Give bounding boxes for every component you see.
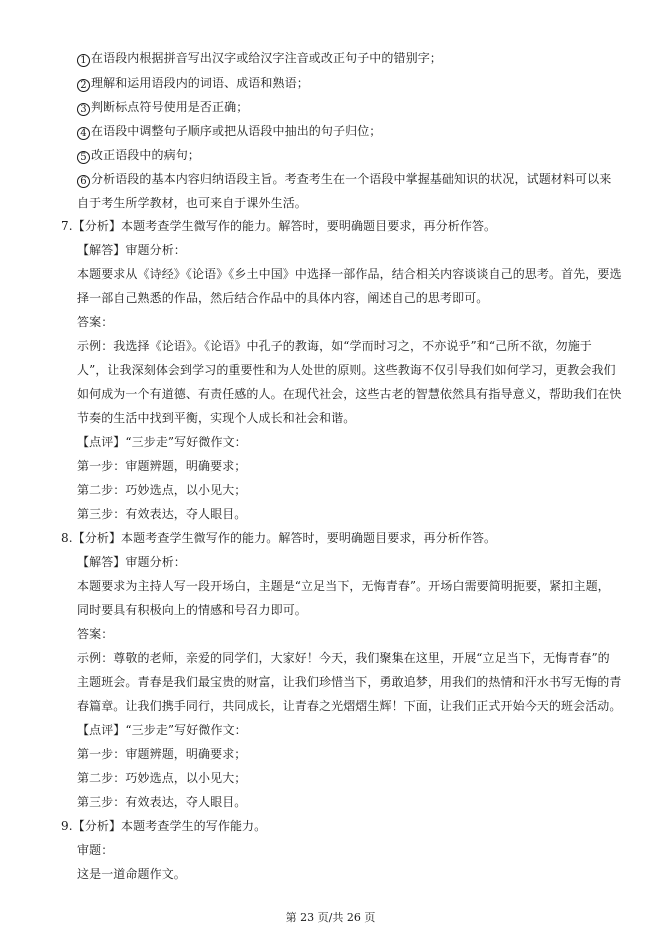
- list-item: [77, 75, 309, 92]
- step-line: 第三步：有效表达，夺人眼目。: [77, 507, 247, 521]
- paragraph-line: 同时要具有积极向上的情感和号召力即可。: [77, 603, 307, 617]
- list-item: [77, 99, 248, 116]
- paragraph-line: 本题要求从《诗经》《论语》《乡土中国》中选择一部作品，结合相关内容谈谈自己的思考。首先，要选: [77, 267, 622, 281]
- paragraph-line: 如何成为一个有道德、有责任感的人。在现代社会，这些古老的智慧依然具有指导意义，帮助我们在快: [77, 387, 622, 401]
- comment-heading: 【点评】“三步走”写好微作文：: [77, 723, 247, 737]
- step-line: 第一步：审题辨题，明确要求；: [77, 459, 247, 473]
- page-number-footer: 第 23 页/共 26 页: [285, 911, 376, 924]
- analysis-text: 【分析】本题考查学生微写作的能力。解答时，要明确题目要求，再分析作答。: [72, 531, 497, 545]
- question-7-analysis: [61, 218, 496, 234]
- step-line: 第三步：有效表达，夺人眼目。: [77, 795, 247, 809]
- list-item-text: 分析语段的基本内容归纳语段主旨。考查考生在一个语段中掌握基础知识的状况，试题材料可以来: [91, 172, 612, 186]
- question-number: 8.: [61, 531, 73, 545]
- circled-number: 2: [77, 79, 90, 92]
- step-line: 第二步：巧妙选点，以小见大；: [77, 771, 247, 785]
- list-item-text: 判断标点符号使用是否正确；: [91, 100, 249, 114]
- paragraph-line: 择一部自己熟悉的作品，然后结合作品中的具体内容，阐述自己的思考即可。: [77, 291, 489, 305]
- question-8-analysis: [61, 530, 496, 546]
- paragraph-line: 主题班会。青春是我们最宝贵的财富，让我们珍惜当下，勇敢追梦，用我们的热情和汗水书写无悔的青: [77, 675, 622, 689]
- paragraph-line: 这是一道命题作文。: [77, 867, 186, 881]
- circled-number: 5: [77, 151, 90, 164]
- paragraph-line: 示例：我选择《论语》。《论语》中孔子的教诲，如“学而时习之，不亦说乎”和“己所不欲，勿施于: [77, 339, 592, 353]
- paragraph-line: 节奏的生活中找到平衡，实现个人成长和社会和谐。: [77, 411, 356, 425]
- circled-number: 4: [77, 127, 90, 140]
- list-item-text: 在语段内根据拼音写出汉字或给汉字注音或改正句子中的错别字；: [91, 51, 442, 65]
- analysis-text: 【分析】本题考查学生微写作的能力。解答时，要明确题目要求，再分析作答。: [72, 219, 497, 233]
- comment-heading: 【点评】“三步走”写好微作文：: [77, 435, 247, 449]
- circled-number: 3: [77, 103, 90, 116]
- answer-heading: 【解答】审题分析：: [77, 555, 186, 569]
- list-item: [77, 147, 200, 164]
- answer-heading: 【解答】审题分析：: [77, 243, 186, 257]
- answer-label: 答案：: [77, 627, 114, 641]
- question-number: 7.: [61, 219, 73, 233]
- answer-label: 答案：: [77, 315, 114, 329]
- paragraph-line: 春篇章。让我们携手同行，共同成长，让青春之光熠熠生辉！下面，让我们正式开始今天的班会活动。: [77, 699, 622, 713]
- question-number: 9.: [61, 819, 73, 833]
- list-item-text: 改正语段中的病句；: [91, 148, 200, 162]
- paragraph-line: 示例：尊敬的老师，亲爱的同学们，大家好！今天，我们聚集在这里，开展“立足当下，无悔青春”的: [77, 651, 610, 665]
- analysis-text: 【分析】本题考查学生的写作能力。: [72, 819, 267, 833]
- paragraph-line: 本题要求为主持人写一段开场白，主题是“立足当下，无悔青春”。开场白需要简明扼要，紧扣主题，: [77, 579, 610, 593]
- step-line: 第一步：审题辨题，明确要求；: [77, 747, 247, 761]
- list-item-continuation: 自于考生所学教材，也可来自于课外生活。: [77, 196, 307, 210]
- step-line: 第二步：巧妙选点，以小见大；: [77, 483, 247, 497]
- review-label: 审题：: [77, 843, 114, 857]
- question-9-analysis: [61, 818, 266, 834]
- list-item: [77, 123, 381, 140]
- list-item-text: 在语段中调整句子顺序或把从语段中抽出的句子归位；: [91, 124, 382, 138]
- list-item: [77, 171, 611, 188]
- list-item-text: 理解和运用语段内的词语、成语和熟语；: [91, 76, 309, 90]
- circled-number: 1: [77, 54, 90, 67]
- list-item: [77, 50, 442, 67]
- circled-number: 6: [77, 175, 90, 188]
- paragraph-line: 人”，让我深刻体会到学习的重要性和为人处世的原则。这些教诲不仅引导我们如何学习，更教会我们: [77, 363, 616, 377]
